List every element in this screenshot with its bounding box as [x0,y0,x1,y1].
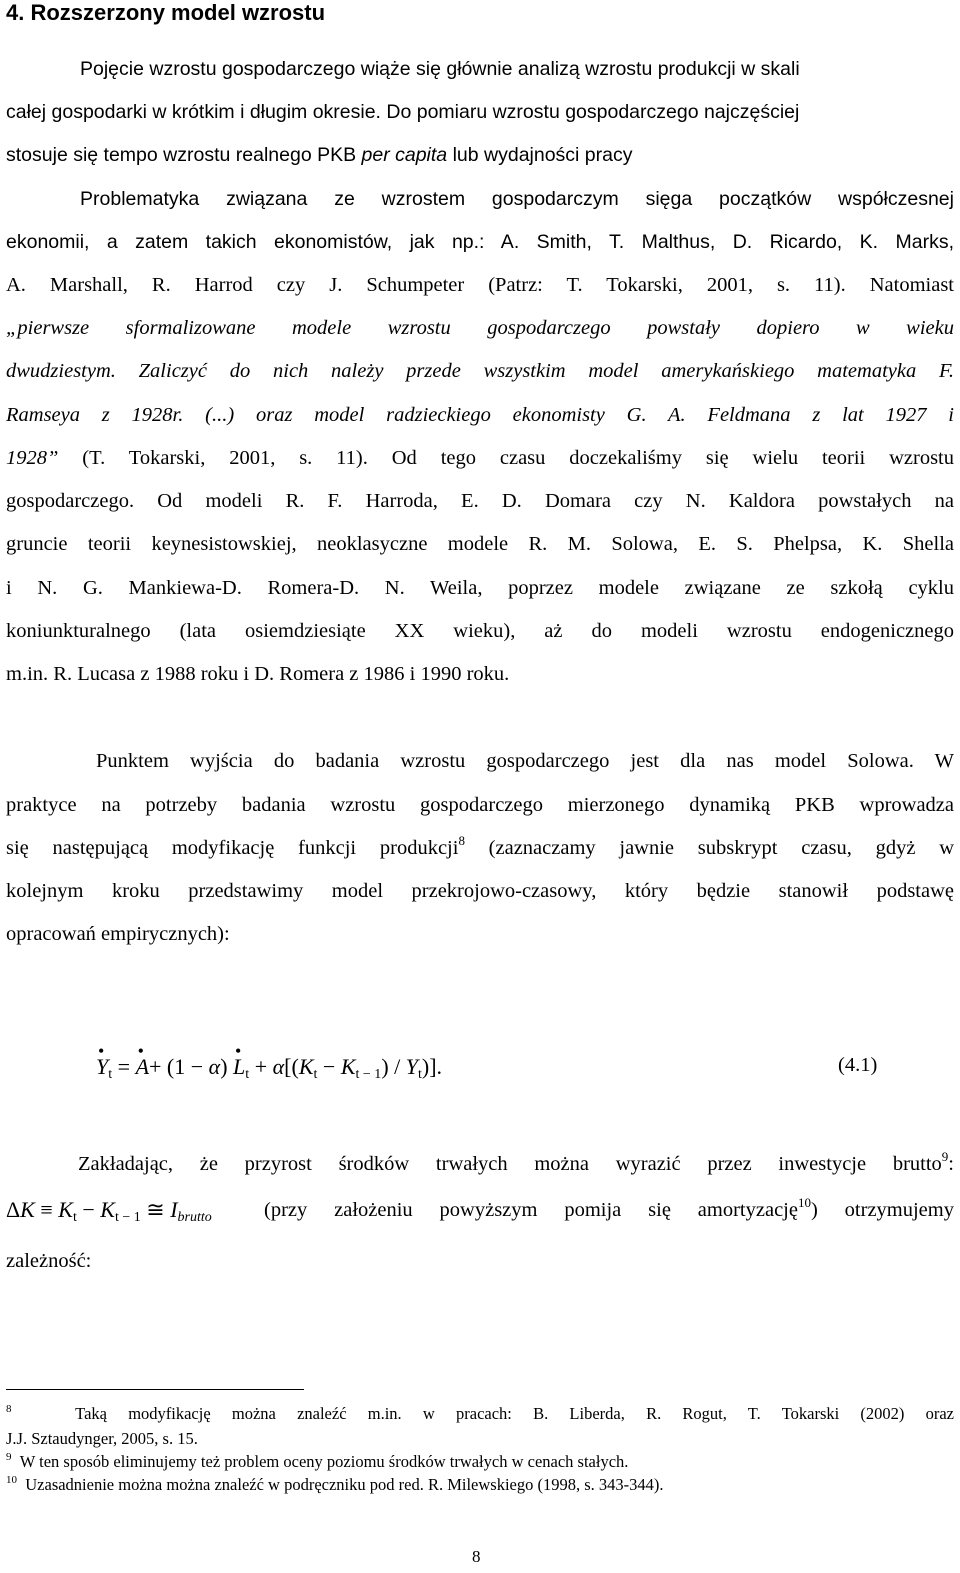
paragraph-1-line: stosuje się tempo wzrostu realnego PKB per capita lub wydajności pracy [6,144,633,166]
paragraph-2-line: „pierwsze sformalizowane modele wzrostu gospodarczego powstały dopiero w wieku [6,317,954,339]
paragraph-1-line: Pojęcie wzrostu gospodarczego wiąże się głównie analizą wzrostu produkcji w skali [80,58,800,80]
footnote-8-continued: J.J. Sztaudynger, 2005, s. 15. [6,1429,198,1448]
paragraph-3-line: się następującą modyfikację funkcji produkcji$^8$ (zaznaczamy jawnie subskrypt czasu, gdyż w [6,833,955,859]
paragraph-2-line: koniunkturalnego (lata osiemdziesiąte XX wieku), aż do modeli wzrostu endogenicznego [6,620,954,642]
paragraph-4-line: zależność: [6,1250,92,1272]
paragraph-1-line: całej gospodarki w krótkim i długim okresie. Do pomiaru wzrostu gospodarczego najczęściej [6,101,800,123]
paragraph-2-line: Problematyka związana ze wzrostem gospodarczym sięga początków współczesnej [80,188,954,210]
page-number: 8 [472,1547,481,1566]
paragraph-2-line: A. Marshall, R. Harrod czy J. Schumpeter (Patrz: T. Tokarski, 2001, s. 11). Natomiast [6,274,954,296]
capital-increment-formula: $\Delta K \equiv K_t - K_{t - 1}$ ≅ $I_{brutto}$ [6,1197,212,1225]
section-heading: 4. Rozszerzony model wzrostu [6,0,326,25]
paragraph-3-line: praktyce na potrzeby badania wzrostu gospodarczego mierzonego dynamiką PKB wprowadza [6,794,954,816]
paragraph-2-line: 1928” (T. Tokarski, 2001, s. 11). Od tego czasu doczekaliśmy się wielu teorii wzrostu [6,447,954,469]
paragraph-2-line: gruncie teorii keynesistowskiej, neoklasyczne modele R. M. Solowa, E. S. Phelpsa, K. Shella [6,533,954,555]
paragraph-4-line: (przy założeniu powyższym pomija się amortyzację$^{10}$) otrzymujemy [264,1195,954,1221]
paragraph-2-line: Ramseya z 1928r. (...) oraz model radzieckiego ekonomisty G. A. Feldmana z lat 1927 i [6,404,954,426]
paragraph-2-line: dwudziestym. Zaliczyć do nich należy przede wszystkim model amerykańskiego matematyka F. [6,360,954,382]
equation-number: (4.1) [838,1054,878,1076]
paragraph-2-line: i N. G. Mankiewa-D. Romera-D. N. Weila, poprzez modele związane ze szkołą cyklu [6,577,954,599]
footnote-9: $^9$ W ten sposób eliminujemy też problem oceny poziomu środków trwałych w cenach stałych. [6,1451,629,1471]
paragraph-2-line: ekonomii, a zatem takich ekonomistów, jak np.: A. Smith, T. Malthus, D. Ricardo, K. Marks, [6,231,954,253]
footnote-separator [6,1389,304,1390]
footnote-10: $^{10}$ Uzasadnienie można można znaleźć w podręczniku pod red. R. Milewskiego (1998, s. 343-344). [6,1474,664,1494]
paragraph-3-line: Punktem wyjścia do badania wzrostu gospodarczego jest dla nas model Solowa. W [96,750,954,772]
paragraph-3-line: opracowań empirycznych): [6,923,230,945]
paragraph-4-line: Zakładając, że przyrost środków trwałych można wyrazić przez inwestycje brutto$^9$: [78,1149,954,1175]
footnote-8: $^8$ Taką modyfikację można znaleźć m.in. w pracach: B. Liberda, R. Rogut, T. Tokarski (2002) oraz [6,1403,955,1423]
equation-4-1: • $Y_t$ = • A+ (1 − α) • $L_t + \alpha[(K_t - K_{t - 1}) / Y_t)$]. [96,1052,442,1082]
paragraph-2-line: m.in. R. Lucasa z 1988 roku i D. Romera z 1986 i 1990 roku. [6,663,510,685]
paragraph-2-line: gospodarczego. Od modeli R. F. Harroda, E. D. Domara czy N. Kaldora powstałych na [6,490,954,512]
paragraph-3-line: kolejnym kroku przedstawimy model przekrojowo-czasowy, który będzie stanowił podstawę [6,880,954,902]
